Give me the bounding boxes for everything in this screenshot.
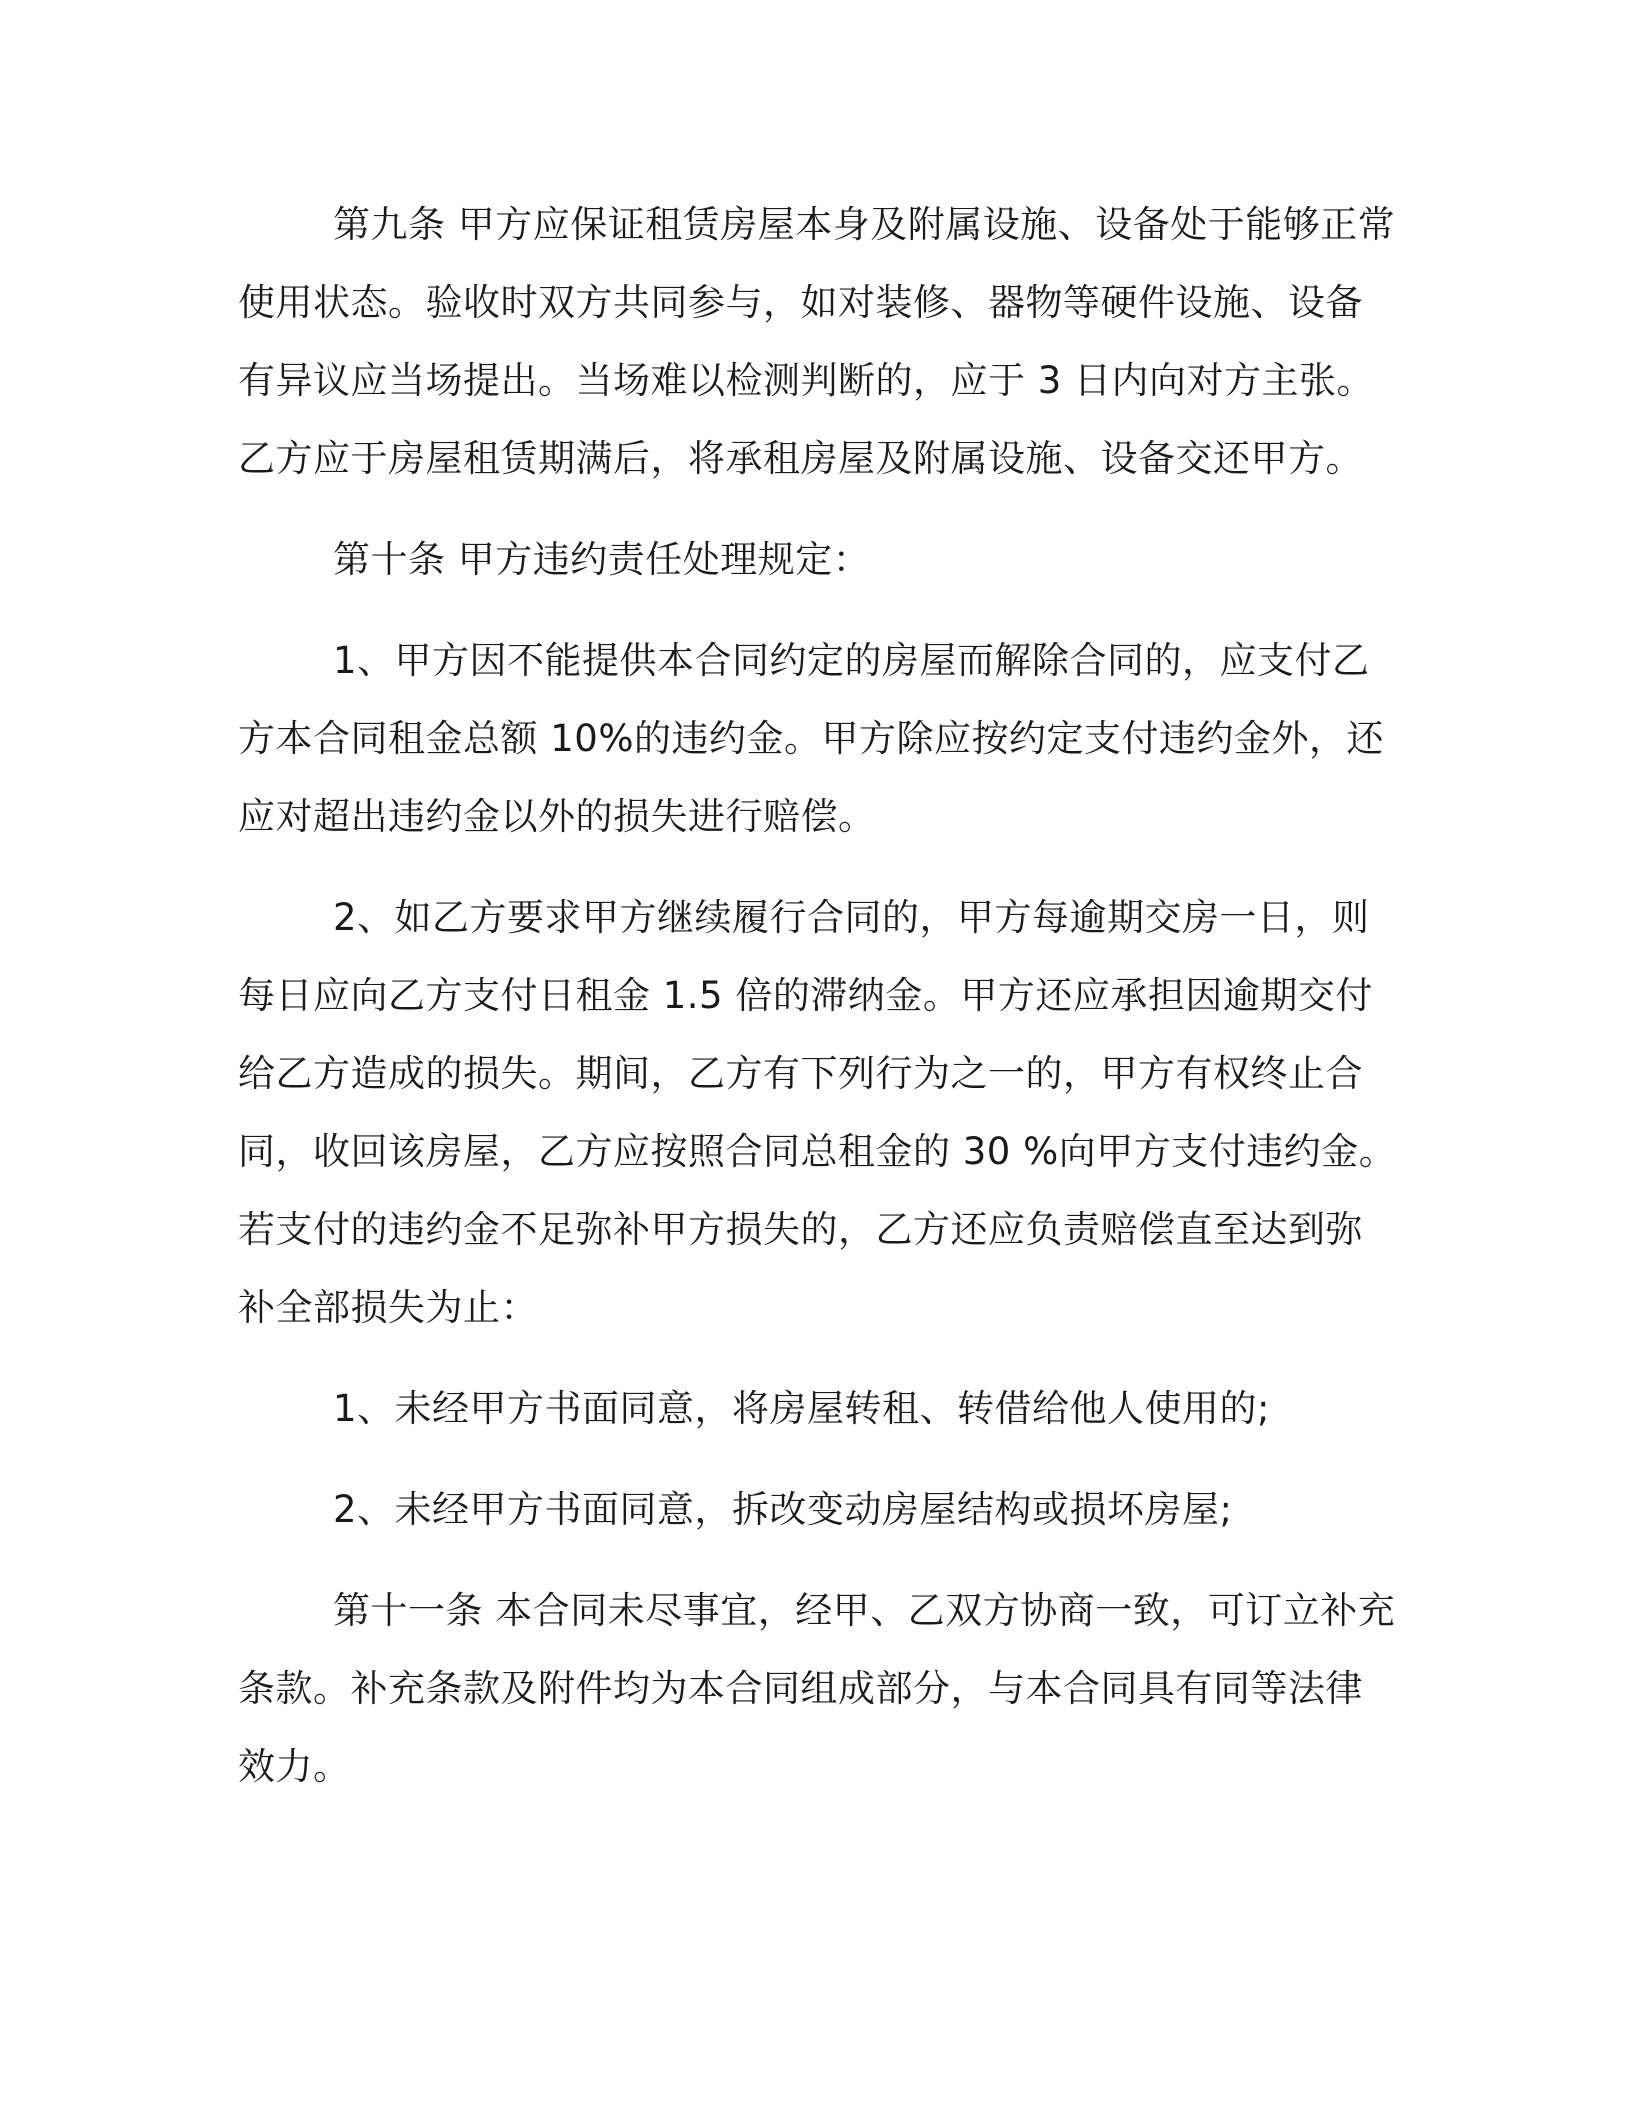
text-line: 第九条 甲方应保证租赁房屋本身及附属设施、设备处于能够正常 <box>333 203 1396 246</box>
paragraph-article-10-item-2 <box>238 879 1397 1347</box>
text-line: 第十条 甲方违约责任处理规定： <box>333 538 871 581</box>
paragraph-article-11 <box>238 1572 1396 1806</box>
text-line: 有异议应当场提出。当场难以检测判断的，应于 3 日内向对方主张。 <box>238 359 1375 402</box>
text-line: 应对超出违约金以外的损失进行赔偿。 <box>238 795 876 838</box>
text-line: 1、甲方因不能提供本合同约定的房屋而解除合同的，应支付乙 <box>333 639 1370 682</box>
paragraph-article-10-item-1 <box>238 622 1393 856</box>
text-line: 方本合同租金总额 10%的违约金。甲方除应按约定支付违约金外，还 <box>238 717 1384 760</box>
text-line: 使用状态。验收时双方共同参与，如对装修、器物等硬件设施、设备 <box>238 281 1363 324</box>
paragraph-sub-item-1 <box>238 1370 1393 1448</box>
text-line: 若支付的违约金不足弥补甲方损失的，乙方还应负责赔偿直至达到弥 <box>238 1208 1363 1251</box>
text-line: 补全部损失为止： <box>238 1286 538 1329</box>
text-line: 每日应向乙方支付日租金 1.5 倍的滞纳金。甲方还应承担因逾期交付 <box>238 974 1373 1017</box>
paragraph-sub-item-2 <box>238 1471 1393 1549</box>
document-body <box>238 186 1397 1806</box>
text-line: 第十一条 本合同未尽事宜，经甲、乙双方协商一致，可订立补充 <box>333 1589 1396 1632</box>
text-line: 效力。 <box>238 1745 351 1788</box>
paragraph-article-10-heading <box>238 521 1393 599</box>
text-line: 给乙方造成的损失。期间，乙方有下列行为之一的，甲方有权终止合 <box>238 1052 1363 1095</box>
text-line: 条款。补充条款及附件均为本合同组成部分，与本合同具有同等法律 <box>238 1667 1363 1710</box>
text-line: 2、未经甲方书面同意，拆改变动房屋结构或损坏房屋; <box>333 1488 1233 1531</box>
text-line: 同，收回该房屋，乙方应按照合同总租金的 30 %向甲方支付违约金。 <box>238 1130 1397 1173</box>
text-line: 1、未经甲方书面同意，将房屋转租、转借给他人使用的; <box>333 1387 1271 1430</box>
text-line: 乙方应于房屋租赁期满后，将承租房屋及附属设施、设备交还甲方。 <box>238 437 1363 480</box>
paragraph-article-9 <box>238 186 1396 498</box>
text-line: 2、如乙方要求甲方继续履行合同的，甲方每逾期交房一日，则 <box>333 896 1370 939</box>
